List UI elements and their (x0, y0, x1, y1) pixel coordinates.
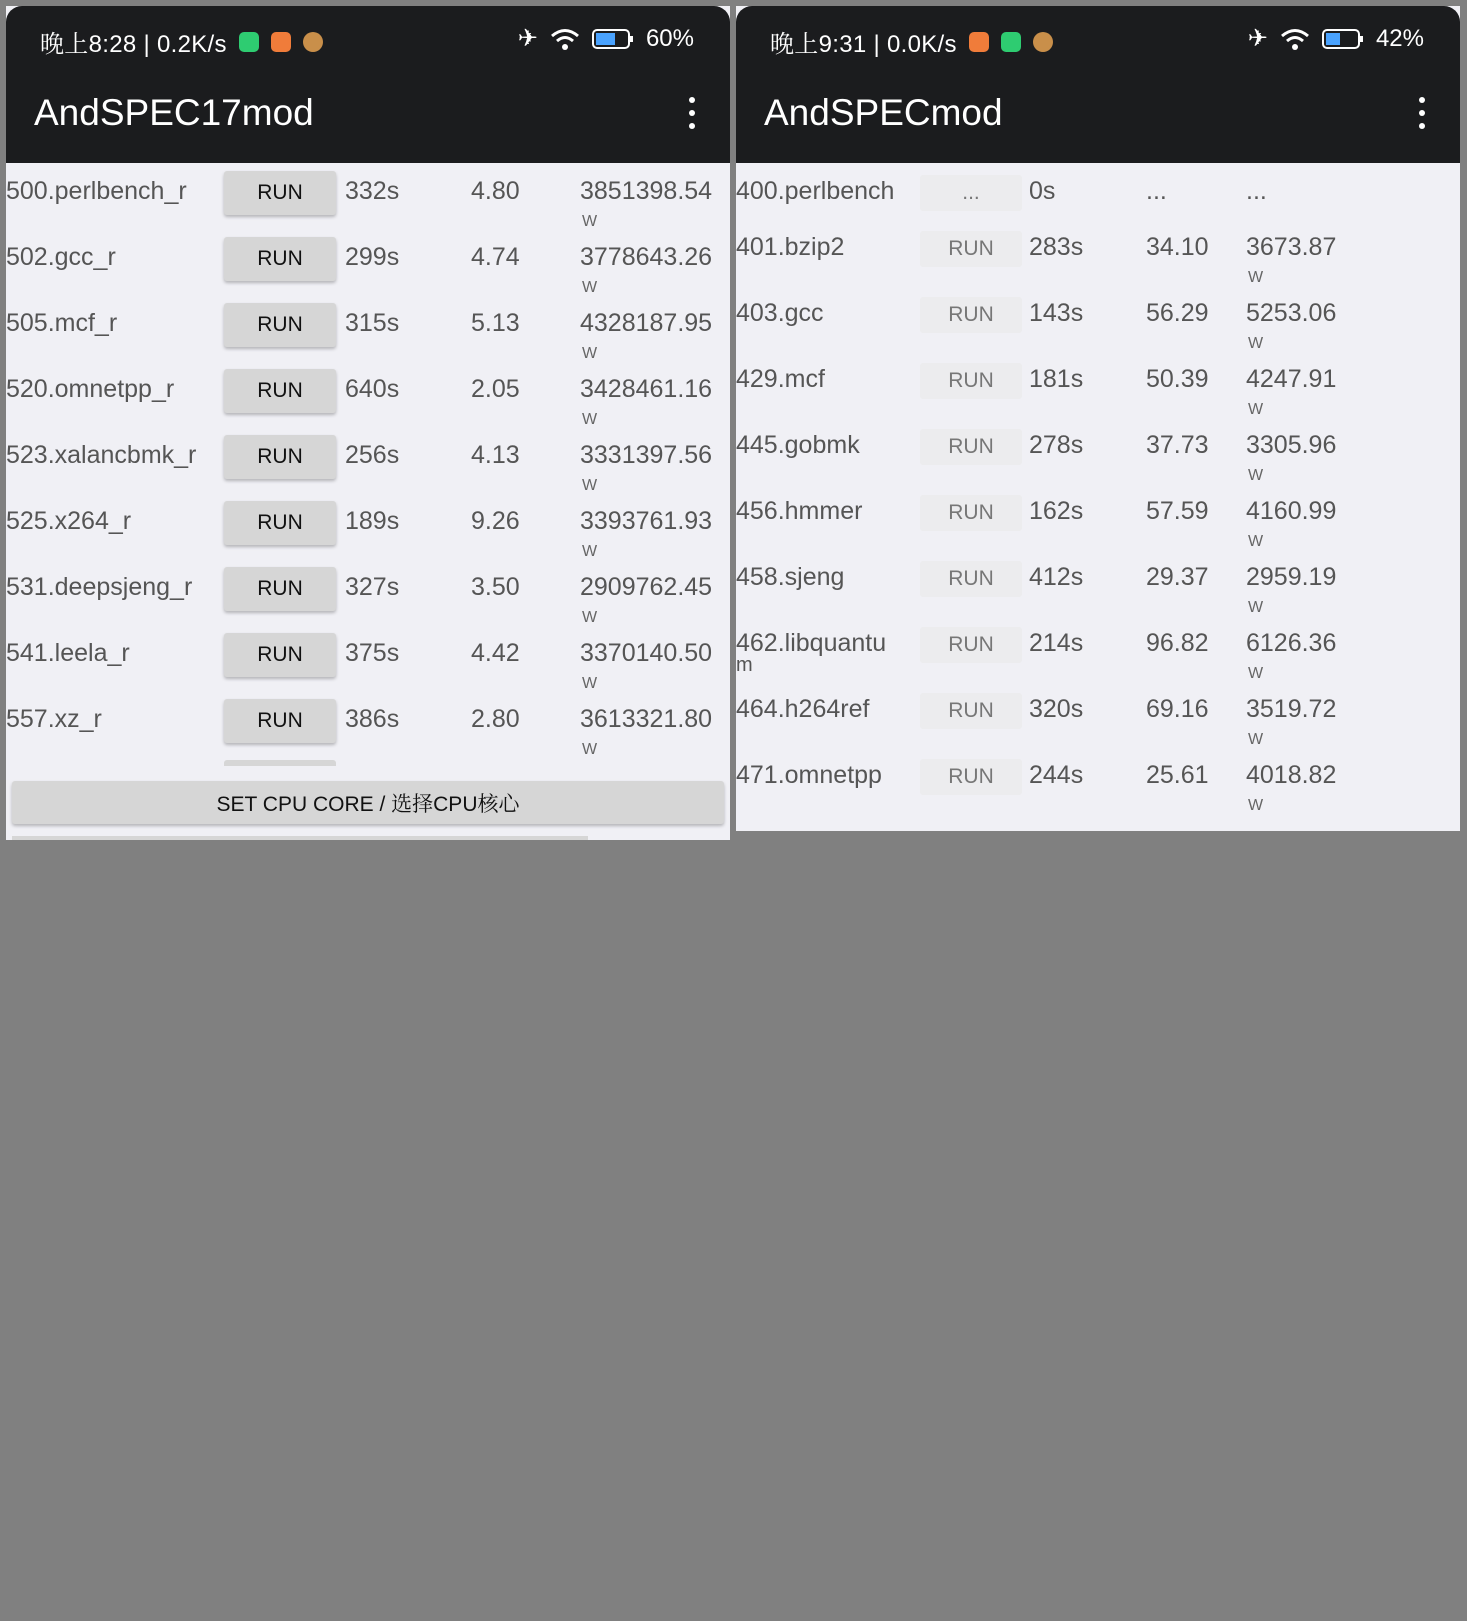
airplane-icon: ✈ (517, 25, 538, 52)
benchmark-ratio: 29.37 (1146, 563, 1209, 591)
benchmark-time: 189s (345, 507, 400, 535)
shield-app-icon (1001, 32, 1021, 52)
score-unit-tail: W (1248, 269, 1264, 286)
score-unit-tail: W (582, 741, 598, 758)
benchmark-ratio: 50.39 (1146, 365, 1209, 393)
benchmark-name: 464.h264ref (736, 695, 870, 723)
status-time: 晚上8:28 | 0.2K/s (40, 31, 227, 58)
left-phone-screen (6, 6, 730, 840)
shield-app-icon (239, 32, 259, 52)
benchmark-score: ... (1246, 177, 1267, 205)
benchmark-time: 278s (1029, 431, 1084, 459)
benchmark-time: 244s (1029, 761, 1084, 789)
run-button[interactable]: RUN (224, 435, 336, 479)
score-unit-tail: W (582, 477, 598, 494)
game-app-icon (1033, 32, 1053, 52)
benchmark-name: 525.x264_r (6, 507, 132, 535)
next-button-partial[interactable] (12, 836, 588, 840)
benchmark-name: 520.omnetpp_r (6, 375, 175, 403)
set-cpu-core-button[interactable]: SET CPU CORE / 选择CPU核心 (12, 781, 724, 824)
run-button[interactable]: RUN (224, 237, 336, 281)
benchmark-time: 283s (1029, 233, 1084, 261)
benchmark-name: 403.gcc (736, 299, 824, 327)
score-unit-tail: W (582, 543, 598, 560)
benchmark-name: 462.libquantu (736, 629, 887, 657)
benchmark-name-wrap: m (736, 659, 753, 671)
game-app-icon (303, 32, 323, 52)
benchmark-ratio: ... (1146, 177, 1167, 205)
benchmark-row (736, 681, 1460, 747)
score-unit-tail: W (1248, 797, 1264, 814)
benchmark-score: 3851398.54 (580, 177, 713, 205)
benchmark-name: 429.mcf (736, 365, 825, 393)
benchmark-ratio: 3.50 (471, 573, 520, 601)
run-button[interactable]: RUN (224, 567, 336, 611)
benchmark-name: 445.gobmk (736, 431, 860, 459)
run-button[interactable]: ... (920, 175, 1022, 211)
benchmark-score: 4160.99 (1246, 497, 1337, 525)
benchmark-time: 386s (345, 705, 400, 733)
benchmark-row (736, 747, 1460, 813)
battery-icon (592, 28, 634, 50)
benchmark-ratio: 57.59 (1146, 497, 1209, 525)
benchmark-score: 6126.36 (1246, 629, 1337, 657)
benchmark-row (6, 493, 730, 559)
score-unit-tail: W (582, 345, 598, 362)
benchmark-name: 505.mcf_r (6, 309, 118, 337)
benchmark-score: 3370140.50 (580, 639, 713, 667)
score-unit-tail: W (582, 609, 598, 626)
benchmark-score: 2959.19 (1246, 563, 1337, 591)
score-unit-tail: W (1248, 665, 1264, 682)
app-title: AndSPECmod (764, 92, 1003, 133)
airplane-icon: ✈ (1247, 25, 1268, 52)
run-button[interactable]: RUN (920, 693, 1022, 729)
score-unit-tail: W (582, 279, 598, 296)
wifi-icon (550, 27, 580, 51)
benchmark-time: 412s (1029, 563, 1084, 591)
benchmark-ratio: 4.80 (471, 177, 520, 205)
benchmark-row (736, 285, 1460, 351)
benchmark-row (6, 559, 730, 625)
benchmark-row (736, 549, 1460, 615)
score-unit-tail: W (582, 675, 598, 692)
benchmark-time: 214s (1029, 629, 1084, 657)
orange-app-icon (271, 32, 291, 52)
score-unit-tail: W (1248, 335, 1264, 352)
run-button[interactable]: RUN (224, 303, 336, 347)
benchmark-time: 162s (1029, 497, 1084, 525)
benchmark-row (6, 163, 730, 229)
run-button[interactable]: RUN (920, 363, 1022, 399)
run-button[interactable]: RUN (224, 171, 336, 215)
benchmark-name: 458.sjeng (736, 563, 845, 591)
benchmark-ratio: 37.73 (1146, 431, 1209, 459)
app-bar (736, 78, 1460, 163)
benchmark-ratio: 96.82 (1146, 629, 1209, 657)
status-time: 晚上9:31 | 0.0K/s (770, 31, 957, 58)
wifi-icon (1280, 27, 1310, 51)
battery-percent: 42% (1375, 24, 1424, 52)
benchmark-name: 400.perlbench (736, 177, 895, 205)
benchmark-row (736, 351, 1460, 417)
benchmark-row (736, 483, 1460, 549)
benchmark-ratio: 4.74 (471, 243, 520, 271)
run-button[interactable]: RUN (920, 495, 1022, 531)
benchmark-score: 3673.87 (1246, 233, 1337, 261)
run-button[interactable]: RUN (224, 369, 336, 413)
score-unit-tail: W (1248, 731, 1264, 748)
benchmark-ratio: 69.16 (1146, 695, 1209, 723)
benchmark-score: 3519.72 (1246, 695, 1337, 723)
more-options-icon[interactable] (1414, 93, 1430, 133)
benchmark-ratio: 34.10 (1146, 233, 1209, 261)
benchmark-name: 401.bzip2 (736, 233, 845, 261)
orange-app-icon (969, 32, 989, 52)
benchmark-score: 4018.82 (1246, 761, 1337, 789)
benchmark-row (6, 427, 730, 493)
benchmark-ratio: 5.13 (471, 309, 520, 337)
benchmark-time: 320s (1029, 695, 1084, 723)
benchmark-ratio: 2.05 (471, 375, 520, 403)
battery-percent: 60% (645, 24, 694, 52)
benchmark-score: 3305.96 (1246, 431, 1337, 459)
app-title: AndSPEC17mod (34, 92, 314, 133)
more-options-icon[interactable] (684, 93, 700, 133)
benchmark-ratio: 56.29 (1146, 299, 1209, 327)
benchmark-ratio: 2.80 (471, 705, 520, 733)
benchmark-name: 500.perlbench_r (6, 177, 187, 205)
run-button[interactable]: RUN (920, 297, 1022, 333)
run-button[interactable]: RUN (920, 561, 1022, 597)
benchmark-time: 299s (345, 243, 400, 271)
benchmark-score: 4247.91 (1246, 365, 1337, 393)
benchmark-name: 471.omnetpp (736, 761, 882, 789)
right-phone-screen (736, 6, 1460, 831)
benchmark-name: 456.hmmer (736, 497, 863, 525)
benchmark-time: 640s (345, 375, 400, 403)
run-button[interactable]: RUN (224, 501, 336, 545)
benchmark-score: 3778643.26 (580, 243, 713, 271)
benchmark-row (6, 361, 730, 427)
score-unit-tail: W (582, 411, 598, 428)
benchmark-time: 256s (345, 441, 400, 469)
score-unit-tail: W (1248, 401, 1264, 418)
benchmark-ratio: 4.13 (471, 441, 520, 469)
benchmark-time: 327s (345, 573, 400, 601)
benchmark-row (6, 295, 730, 361)
benchmark-score: 4328187.95 (580, 309, 713, 337)
benchmark-ratio: 9.26 (471, 507, 520, 535)
score-unit-tail: W (582, 213, 598, 230)
benchmark-ratio: 25.61 (1146, 761, 1209, 789)
battery-icon (1322, 28, 1364, 50)
run-button-partial[interactable] (224, 760, 336, 766)
benchmark-score: 3331397.56 (580, 441, 713, 469)
benchmark-score: 3393761.93 (580, 507, 713, 535)
benchmark-name: 557.xz_r (6, 705, 102, 733)
benchmark-row (6, 229, 730, 295)
benchmark-name: 502.gcc_r (6, 243, 116, 271)
run-button[interactable]: RUN (920, 759, 1022, 795)
benchmark-time: 143s (1029, 299, 1084, 327)
status-bar (736, 6, 1460, 78)
run-button[interactable]: RUN (920, 627, 1022, 663)
benchmark-time: 315s (345, 309, 400, 337)
benchmark-score: 2909762.45 (580, 573, 713, 601)
benchmark-ratio: 4.42 (471, 639, 520, 667)
score-unit-tail: W (1248, 467, 1264, 484)
benchmark-time: 332s (345, 177, 400, 205)
benchmark-row (736, 615, 1460, 681)
score-unit-tail: W (1248, 599, 1264, 616)
benchmark-time: 0s (1029, 177, 1056, 205)
benchmark-time: 181s (1029, 365, 1084, 393)
benchmark-name: 541.leela_r (6, 639, 130, 667)
benchmark-row (736, 219, 1460, 285)
status-bar (6, 6, 730, 78)
score-unit-tail: W (1248, 533, 1264, 550)
benchmark-time: 375s (345, 639, 400, 667)
run-button[interactable]: RUN (224, 699, 336, 743)
benchmark-name: 531.deepsjeng_r (6, 573, 193, 601)
run-button[interactable]: RUN (224, 633, 336, 677)
benchmark-score: 3613321.80 (580, 705, 713, 733)
app-bar (6, 78, 730, 163)
benchmark-score: 5253.06 (1246, 299, 1337, 327)
run-button[interactable]: RUN (920, 231, 1022, 267)
benchmark-row (736, 417, 1460, 483)
run-button[interactable]: RUN (920, 429, 1022, 465)
benchmark-score: 3428461.16 (580, 375, 713, 403)
benchmark-row (6, 691, 730, 757)
benchmark-row (6, 625, 730, 691)
benchmark-name: 523.xalancbmk_r (6, 441, 197, 469)
